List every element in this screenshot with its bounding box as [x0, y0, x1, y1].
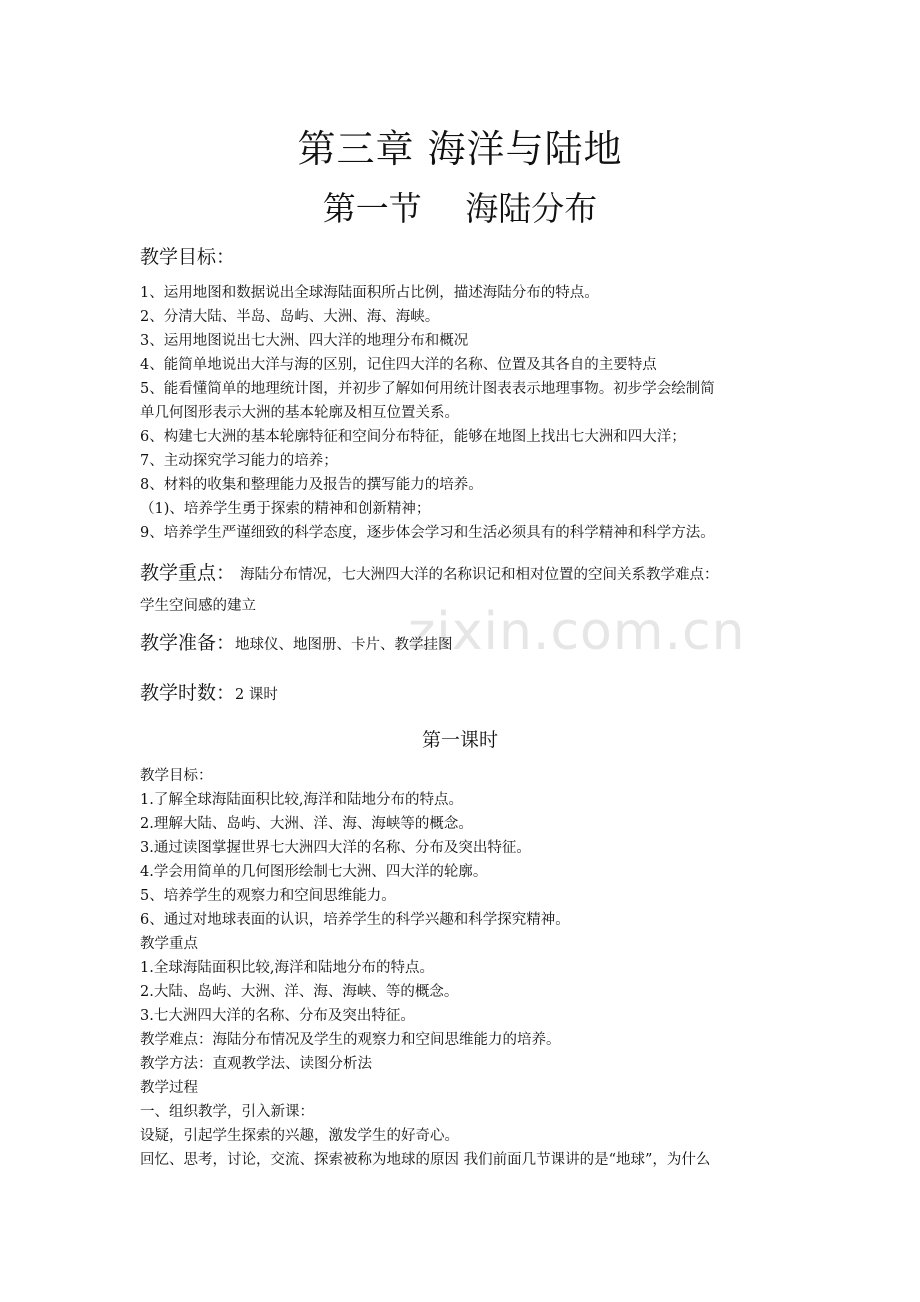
- objective-item: 8、材料的收集和整理能力及报告的撰写能力的培养。: [140, 477, 483, 493]
- lesson-line: 一、组织教学，引入新课：: [140, 1104, 314, 1120]
- lesson-line: 教学目标：: [140, 768, 213, 784]
- lesson-line: 教学方法：直观教学法、读图分析法: [140, 1056, 372, 1072]
- preparation-text: 地球仪、地图册、卡片、教学挂图: [235, 637, 453, 653]
- objective-item: 6、构建七大洲的基本轮廓特征和空间分布特征，能够在地图上找出七大洲和四大洋；: [140, 429, 686, 445]
- objective-item: 4、能简单地说出大洋与海的区别，记住四大洋的名称、位置及其各自的主要特点: [140, 357, 657, 373]
- objective-item: 5、能看懂简单的地理统计图，并初步了解如何用统计图表表示地理事物。初步学会绘制简: [140, 381, 715, 397]
- lesson-line: 1.全球海陆面积比较,海洋和陆地分布的特点。: [140, 960, 434, 976]
- objective-item: （1)、培养学生勇于探索的精神和创新精神；: [140, 501, 431, 517]
- lesson-line: 6、通过对地球表面的认识，培养学生的科学兴趣和科学探究精神。: [140, 912, 570, 928]
- lesson-title: 第一课时: [421, 729, 498, 751]
- lesson-line: 教学过程: [140, 1080, 198, 1096]
- lesson-line: 3.七大洲四大洋的名称、分布及突出特征。: [140, 1008, 415, 1024]
- objective-item: 1、运用地图和数据说出全球海陆面积所占比例，描述海陆分布的特点。: [140, 285, 599, 301]
- watermark: zixin.com.cn: [408, 602, 746, 662]
- lesson-line: 教学重点: [140, 936, 198, 952]
- lesson-line: 设疑，引起学生探索的兴趣，激发学生的好奇心。: [140, 1128, 459, 1144]
- lesson-line: 回忆、思考，讨论，交流、探索被称为地球的原因 我们前面几节课讲的是“地球”，为什么: [140, 1152, 711, 1168]
- lesson-line: 5、培养学生的观察力和空间思维能力。: [140, 888, 396, 904]
- lesson-line: 3.通过读图掌握世界七大洲四大洋的名称、分布及突出特征。: [140, 840, 531, 856]
- objectives-heading: 教学目标：: [140, 246, 236, 268]
- chapter-title: 第三章 海洋与陆地: [297, 127, 623, 171]
- key-points-text: 海陆分布情况，七大洲四大洋的名称识记和相对位置的空间关系教学难点：: [225, 567, 719, 583]
- section-title: 第一节 海陆分布: [322, 189, 598, 228]
- objective-item: 3、运用地图说出七大洲、四大洋的地理分布和概况: [140, 333, 469, 349]
- key-points-row: [140, 560, 719, 588]
- objective-item: 2、分清大陆、半岛、岛屿、大洲、海、海峡。: [140, 309, 440, 325]
- lesson-line: 4.学会用简单的几何图形绘制七大洲、四大洋的轮廓。: [140, 864, 488, 880]
- objective-item: 9、培养学生严谨细致的科学态度，逐步体会学习和生活必须具有的科学精神和科学方法。: [140, 525, 715, 541]
- hours-label: 教学时数：: [140, 682, 236, 704]
- key-points-continuation: 学生空间感的建立: [140, 598, 256, 614]
- preparation-label: 教学准备：: [140, 632, 236, 654]
- lesson-line: 1.了解全球海陆面积比较,海洋和陆地分布的特点。: [140, 792, 463, 808]
- lesson-line: 教学难点：海陆分布情况及学生的观察力和空间思维能力的培养。: [140, 1032, 561, 1048]
- objective-item: 7、主动探究学习能力的培养；: [140, 453, 338, 469]
- objective-item: 单几何图形表示大洲的基本轮廓及相互位置关系。: [140, 405, 459, 421]
- hours-row: [140, 680, 278, 708]
- hours-text: 2 课时: [235, 687, 278, 703]
- key-points-label: 教学重点：: [140, 562, 226, 584]
- lesson-line: 2.大陆、岛屿、大洲、洋、海、海峡、等的概念。: [140, 984, 459, 1000]
- lesson-line: 2.理解大陆、岛屿、大洲、洋、海、海峡等的概念。: [140, 816, 473, 832]
- preparation-row: [140, 630, 453, 658]
